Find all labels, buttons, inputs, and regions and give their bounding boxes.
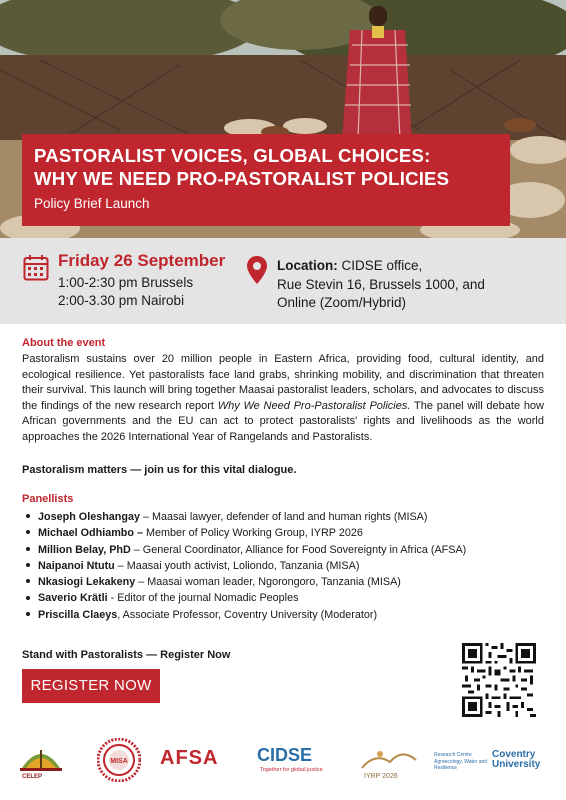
panellist-name: Michael Odhiambo – xyxy=(38,527,143,540)
panellist-item xyxy=(26,590,466,606)
panellist-item xyxy=(26,607,466,623)
bullet-icon xyxy=(26,596,30,600)
report-title: Why We Need Pro-Pastoralist Policies. xyxy=(217,399,411,412)
panellist-name: Million Belay, PhD xyxy=(38,543,131,556)
event-time-nairobi: 2:00-3.30 pm Nairobi xyxy=(58,293,185,308)
register-now-button[interactable]: REGISTER NOW xyxy=(22,669,160,703)
event-location xyxy=(277,257,557,313)
svg-text:MISA: MISA xyxy=(110,758,128,765)
panellist-name: Priscilla Claeys xyxy=(38,608,118,621)
svg-text:IYRP 2026: IYRP 2026 xyxy=(364,773,398,780)
panellist-desc: – Maasai lawyer, defender of land and human rights (MISA) xyxy=(140,511,428,523)
panellist-item xyxy=(26,574,466,590)
qr-code[interactable] xyxy=(462,643,536,717)
afsa-logo: AFSA xyxy=(160,747,219,769)
cidse-logo: CIDSE xyxy=(257,745,313,765)
panellist-desc: - Editor of the journal Nomadic Peoples xyxy=(107,592,299,605)
coventry-line1: Coventry xyxy=(492,749,536,760)
location-pin-icon xyxy=(246,255,268,285)
panellist-item xyxy=(26,509,466,525)
panellist-name: Joseph Oleshangay xyxy=(38,511,141,523)
location-line2: Rue Stevin 16, Brussels 1000, and xyxy=(277,276,485,292)
panellist-item xyxy=(26,558,466,574)
panellists-list xyxy=(26,509,466,623)
bullet-icon xyxy=(26,612,30,616)
panellist-name: Naipanoi Ntutu xyxy=(38,559,115,572)
panellist-name: Saverio Krätli xyxy=(38,592,108,605)
bullet-icon xyxy=(26,514,30,518)
about-text-2: The panel will debate how African governments and the EU can act to protect pastoralists' rights and livelihoods as the world approaches the 2026 International Year of Rangelands and Pastoralists. xyxy=(22,399,544,443)
bullet-icon xyxy=(26,547,30,551)
research-centre-logo: Research Centre Agroecology, Water and Resilience xyxy=(434,752,488,771)
iyrp-logo xyxy=(360,740,418,782)
stand-with-pastoralists-text: Stand with Pastoralists — Register Now xyxy=(22,649,231,661)
event-title-line2: WHY WE NEED PRO-PASTORALIST POLICIES xyxy=(34,168,450,189)
event-date: Friday 26 September xyxy=(58,251,226,270)
about-paragraph xyxy=(22,352,544,446)
panellist-item xyxy=(26,525,466,541)
location-line1: CIDSE office, xyxy=(341,258,423,273)
panellists-heading: Panellists xyxy=(22,493,74,505)
about-text-1: Pastoralism sustains over 20 million people in Eastern Africa, providing food, cultural identity, and ecological resilience. Yet pastoralists face land grabs, shrinking mobility, and discrimination that threaten their survival. This launch will bring together Maasai pastoralist leaders, scholars, and advocates to discuss the findings of the new research report xyxy=(22,353,544,412)
panellist-desc: , Associate Professor, Coventry University (Moderator) xyxy=(117,608,378,621)
partner-logos xyxy=(0,732,566,792)
panellist-name: Nkasiogi Lekakeny xyxy=(38,576,136,589)
event-subtitle: Policy Brief Launch xyxy=(34,196,150,211)
bullet-icon xyxy=(26,530,30,534)
bullet-icon xyxy=(26,563,30,567)
calendar-icon xyxy=(23,254,49,281)
celep-label: CELEP xyxy=(22,774,43,780)
panellist-desc: – General Coordinator, Alliance for Food Sovereignty in Africa (AFSA) xyxy=(130,543,467,556)
coventry-line2: University xyxy=(492,759,541,770)
event-info-band xyxy=(0,238,566,324)
cidse-tagline: Together for global justice xyxy=(260,767,323,773)
hero-photo xyxy=(0,0,566,238)
about-heading: About the event xyxy=(22,337,106,349)
panellist-desc: – Maasai woman leader, Ngorongoro, Tanzania (MISA) xyxy=(135,576,401,589)
event-time-brussels: 1:00-2:30 pm Brussels xyxy=(58,275,194,290)
panellist-desc: Member of Policy Working Group, IYRP 2026 xyxy=(143,527,363,540)
misa-logo xyxy=(97,738,141,782)
title-banner xyxy=(22,134,510,226)
coventry-university-logo xyxy=(492,750,540,770)
join-us-line: Pastoralism matters — join us for this vital dialogue. xyxy=(22,464,297,476)
panellist-item xyxy=(26,542,466,558)
panellist-desc: – Maasai youth activist, Loliondo, Tanzania (MISA) xyxy=(114,559,360,572)
location-label: Location: xyxy=(277,258,338,273)
bullet-icon xyxy=(26,579,30,583)
event-title-line1: PASTORALIST VOICES, GLOBAL CHOICES: xyxy=(34,145,431,166)
location-line3: Online (Zoom/Hybrid) xyxy=(277,295,407,310)
